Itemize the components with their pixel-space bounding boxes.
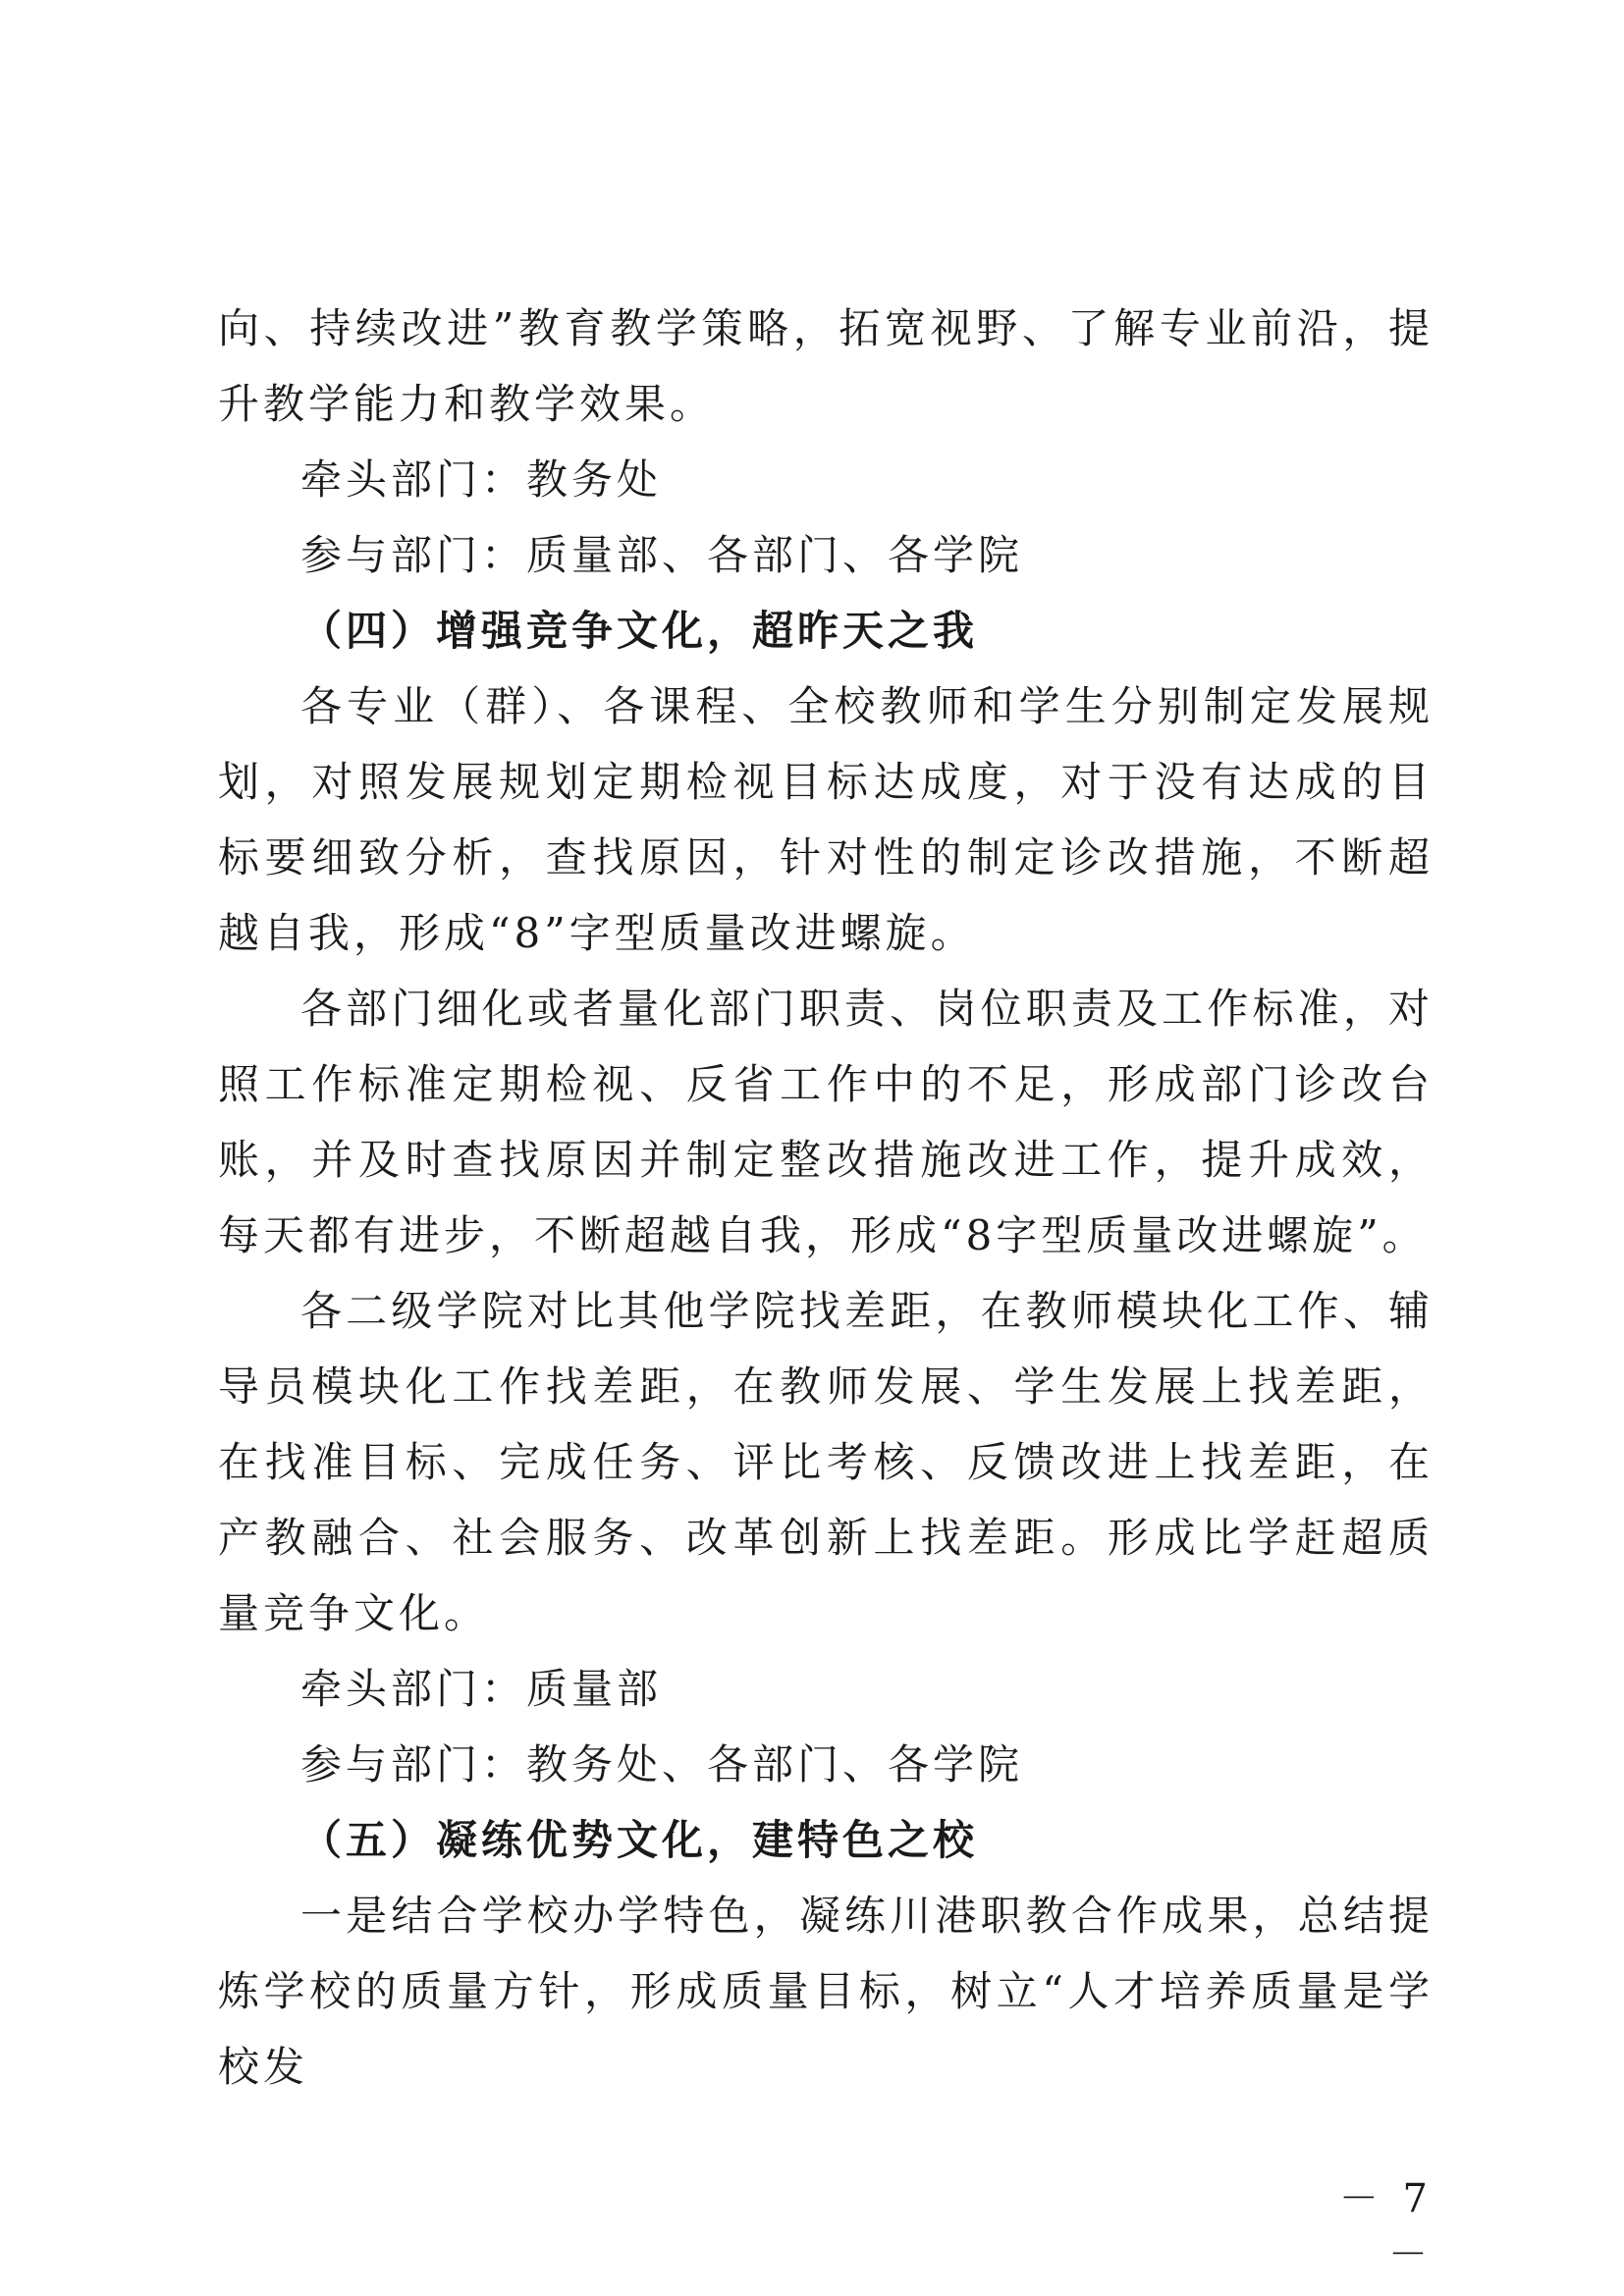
paragraph-college-comparison: 各二级学院对比其他学院找差距，在教师模块化工作、辅导员模块化工作找差距，在教师发展、学生发展上找差距，在找准目标、完成任务、评比考核、反馈改进上找差距，在产教融合、社会服务、改革创新上找差距。形成比学赶超质量竞争文化。	[218, 1287, 1434, 1637]
body-text	[218, 291, 1434, 2105]
paragraph-development-plans: 各专业（群）、各课程、全校教师和学生分别制定发展规划，对照发展规划定期检视目标达成度，对于没有达成的目标要细致分析，查找原因，针对性的制定诊改措施，不断超越自我，形成“8”字型质量改进螺旋。	[218, 682, 1434, 957]
lead-department-line: 牵头部门：教务处	[300, 455, 663, 504]
lead-department-line: 牵头部门：质量部	[300, 1665, 663, 1713]
paragraph-continuation: 向、持续改进”教育教学策略，拓宽视野、了解专业前沿，提升教学能力和教学效果。	[218, 304, 1434, 428]
participating-departments-line: 参与部门：质量部、各部门、各学院	[300, 531, 1024, 579]
paragraph-school-characteristics: 一是结合学校办学特色，凝练川港职教合作成果，总结提炼学校的质量方针，形成质量目标，树立“人才培养质量是学校发	[218, 1892, 1434, 2091]
paragraph-department-duties: 各部门细化或者量化部门职责、岗位职责及工作标准，对照工作标准定期检视、反省工作中的不足，形成部门诊改台账，并及时查找原因并制定整改措施改进工作，提升成效，每天都有进步，不断超越自我，形成“8字型质量改进螺旋”。	[218, 985, 1434, 1259]
participating-departments-line: 参与部门：教务处、各部门、各学院	[300, 1740, 1024, 1789]
section-heading-four: （四）增强竞争文化，超昨天之我	[300, 607, 979, 655]
section-heading-five: （五）凝练优势文化，建特色之校	[300, 1816, 979, 1864]
page-number: － 7 －	[1338, 2176, 1434, 2277]
